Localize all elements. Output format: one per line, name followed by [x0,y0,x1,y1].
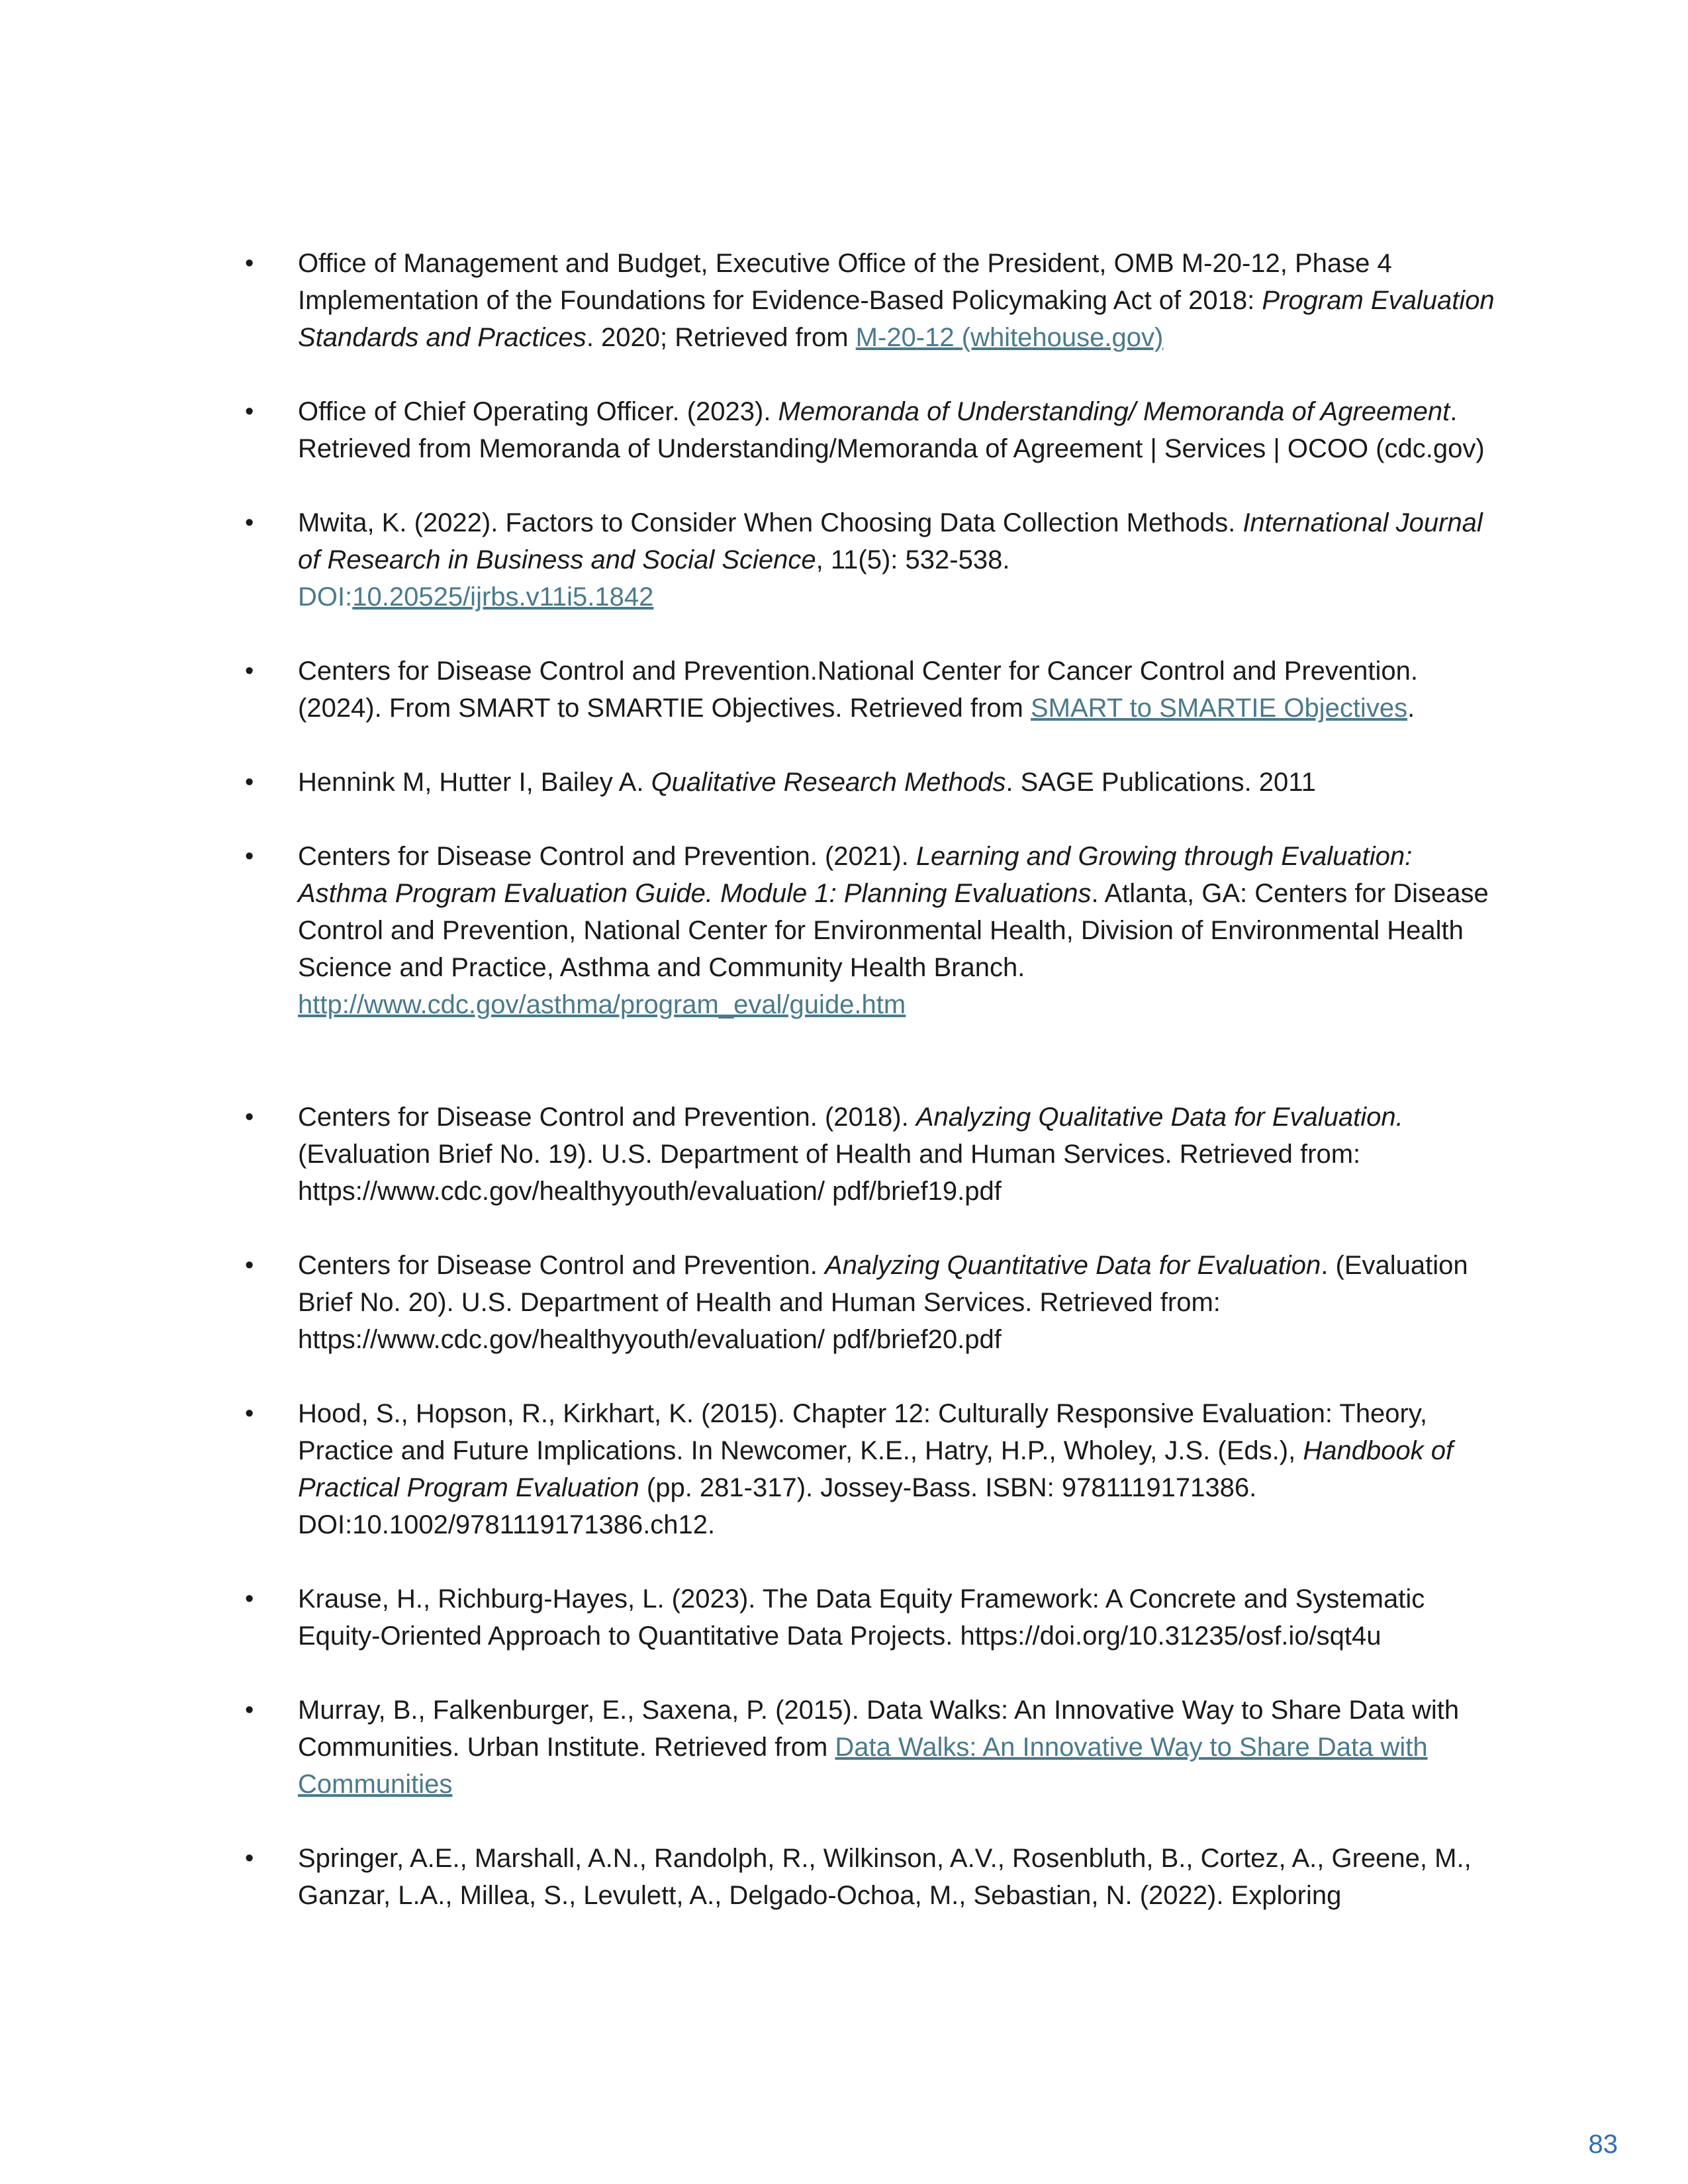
reference-text: . [1407,694,1415,723]
reference-title: International Journal of Research in Business and Social Science [298,508,1483,574]
reference-item [245,1580,1503,1655]
bullet: • [245,842,254,870]
bullet: • [245,250,254,277]
reference-item [245,1840,1503,1914]
doi-prefix: DOI: [298,582,353,612]
reference-link[interactable]: Data Walks: An Innovative Way to Share Data with Communities [298,1733,1428,1799]
reference-title: Handbook of Practical Program Evaluation [298,1436,1454,1502]
reference-item [245,653,1503,727]
reference-text: (Evaluation Brief No. 19). U.S. Department of Health and Human Services. Retrieved from: https://www.cdc.gov/healthyyouth/evaluation/ pdf/brief19.pdf [298,1140,1361,1206]
reference-title: Analyzing Quantitative Data for Evaluation [824,1251,1321,1280]
reference-text: Centers for Disease Control and Prevention. [298,1251,825,1280]
reference-text: (pp. 281-317). Jossey-Bass. ISBN: 9781119171386. DOI:10.1002/9781119171386.ch12. [298,1473,1257,1539]
reference-text: Springer, A.E., Marshall, A.N., Randolph, R., Wilkinson, A.V., Rosenbluth, B., Cortez, A., Greene, M., Ganzar, L.A., Millea, S., Levulett, A., Delgado-Ochoa, M., Sebastian, N. (2022). Exploring [298,1844,1472,1910]
bullet: • [245,768,254,796]
reference-title: Program Evaluation Standards and Practices [298,286,1495,352]
bullet: • [245,1696,254,1724]
bullet: • [245,1103,254,1131]
reference-text: Office of Management and Budget, Executive Office of the President, OMB M-20-12, Phase 4 Implementation of the Foundations for Evidence-Based Policymaking Act of 2018: [298,249,1392,315]
reference-text: . Atlanta, GA: Centers for Disease Control and Prevention, National Center for Environmental Health, Division of Environmental Health Science and Practice, Asthma and Community Health Branch. [298,879,1489,982]
reference-item [245,764,1503,801]
bullet: • [245,509,254,537]
reference-title: Memoranda of Understanding/ Memoranda of Agreement [778,397,1450,426]
reference-title: Qualitative Research Methods [651,768,1006,797]
reference-text: Murray, B., Falkenburger, E., Saxena, P. (2015). Data Walks: An Innovative Way to Share Data with Communities. Urban Institute. Retrieved from [298,1696,1460,1762]
reference-text: Hood, S., Hopson, R., Kirkhart, K. (2015). Chapter 12: Culturally Responsive Evaluation: Theory, Practice and Future Implications. In Newcomer, K.E., Hatry, H.P., Wholey, J.S. (Eds.), [298,1399,1428,1465]
reference-link[interactable]: M-20-12 (whitehouse.gov) [855,323,1164,352]
reference-text: Hennink M, Hutter I, Bailey A. [298,768,651,797]
reference-text: , 11(5): 532-538. [816,545,1010,574]
reference-title: Learning and Growing through Evaluation: Asthma Program Evaluation Guide. Module 1: Planning Evaluations [298,842,1413,908]
reference-link[interactable]: SMART to SMARTIE Objectives [1031,694,1408,723]
reference-item [245,1692,1503,1803]
reference-text: . 2020; Retrieved from [586,323,856,352]
reference-text: . (Evaluation Brief No. 20). U.S. Department of Health and Human Services. Retrieved from: https://www.cdc.gov/healthyyouth/evaluation/ pdf/brief20.pdf [298,1251,1468,1354]
reference-item [245,504,1503,615]
doi-link[interactable]: 10.20525/ijrbs.v11i5.1842 [352,582,654,612]
reference-item [245,245,1503,356]
reference-item [245,393,1503,467]
reference-title: Analyzing Qualitative Data for Evaluation. [915,1103,1403,1132]
reference-text: Centers for Disease Control and Prevention.National Center for Cancer Control and Prevention. (2024). From SMART to SMARTIE Objectives. Retrieved from [298,657,1418,723]
reference-text: Mwita, K. (2022). Factors to Consider When Choosing Data Collection Methods. [298,508,1243,537]
reference-item [245,1395,1503,1543]
reference-text: Centers for Disease Control and Prevention. (2018). [298,1103,916,1132]
reference-text: . Retrieved from Memoranda of Understanding/Memoranda of Agreement | Services | OCOO (cdc.gov) [298,397,1485,463]
reference-text: . SAGE Publications. 2011 [1006,768,1316,797]
reference-text: Office of Chief Operating Officer. (2023). [298,397,778,426]
bullet: • [245,657,254,685]
reference-text: Krause, H., Richburg-Hayes, L. (2023). The Data Equity Framework: A Concrete and Systematic Equity-Oriented Approach to Quantitative Data Projects. https://doi.org/10.31235/osf.io/sqt4u [298,1584,1425,1651]
reference-text: Centers for Disease Control and Prevention. (2021). [298,842,916,871]
bullet: • [245,1400,254,1428]
reference-list [245,245,1503,1914]
bullet: • [245,1585,254,1613]
reference-item [245,838,1503,1023]
reference-item [245,1099,1503,1210]
bullet: • [245,1844,254,1872]
bullet: • [245,398,254,426]
bullet: • [245,1251,254,1279]
reference-link[interactable]: http://www.cdc.gov/asthma/program_eval/guide.htm [298,990,906,1019]
reference-item [245,1247,1503,1358]
page-number: 83 [1588,2130,1618,2159]
